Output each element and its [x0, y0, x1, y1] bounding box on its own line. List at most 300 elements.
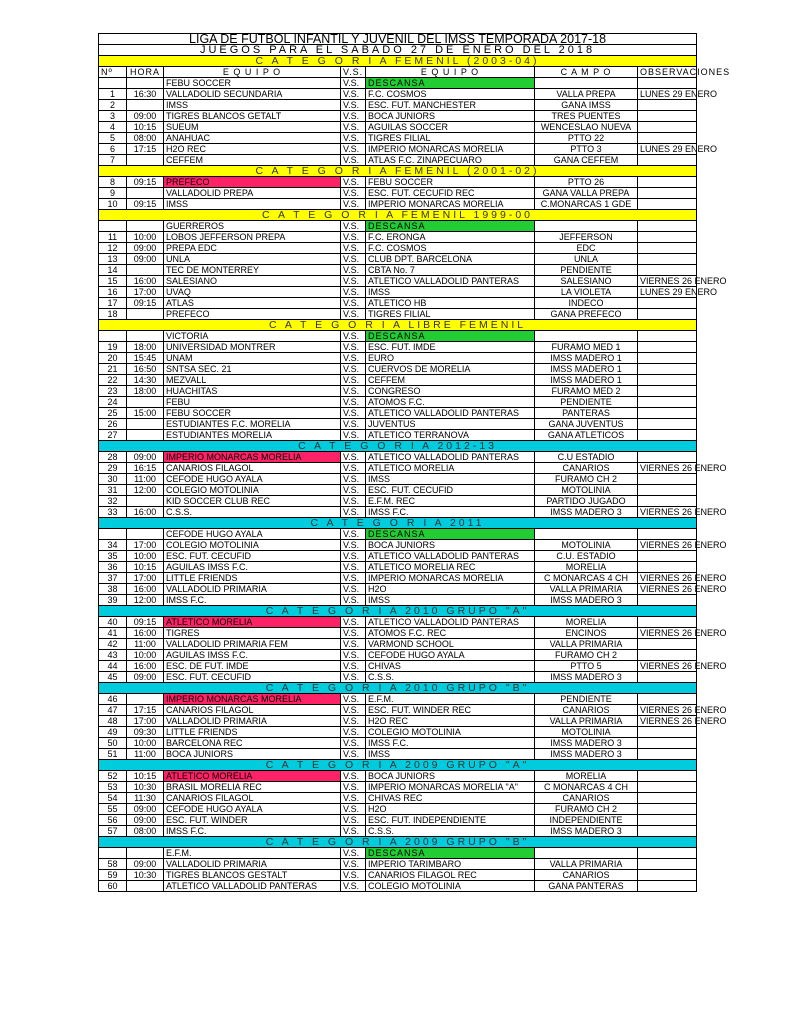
- category-title: C A T E G O R I A FEMENIL 1999-00: [99, 210, 697, 221]
- vs-label: V.S.: [341, 221, 366, 232]
- match-number: [99, 331, 127, 342]
- away-team: BOCA JUNIORS: [366, 111, 535, 122]
- field-name: PTTO 22: [535, 133, 638, 144]
- match-number: 33: [99, 507, 127, 518]
- away-team: CEFFEM: [366, 375, 535, 386]
- away-team: ESC. FUT. CECUFID REC: [366, 188, 535, 199]
- away-team: DESCANSA: [366, 848, 535, 859]
- vs-label: V.S.: [341, 540, 366, 551]
- observations: [638, 881, 697, 892]
- field-name: INDEPENDIENTE: [535, 815, 638, 826]
- vs-label: V.S.: [341, 727, 366, 738]
- field-name: PENDIENTE: [535, 265, 638, 276]
- match-time: [127, 155, 164, 166]
- col-equipo-local: E Q U I P O: [164, 67, 341, 78]
- match-number: 34: [99, 540, 127, 551]
- vs-label: V.S.: [341, 364, 366, 375]
- away-team: VARMOND SCHOOL: [366, 639, 535, 650]
- match-row: [99, 727, 697, 738]
- home-team: PREPA EDC: [164, 243, 341, 254]
- observations: [638, 474, 697, 485]
- vs-label: V.S.: [341, 584, 366, 595]
- match-number: 58: [99, 859, 127, 870]
- away-team: CANARIOS FILAGOL REC: [366, 870, 535, 881]
- match-time: [127, 221, 164, 232]
- match-time: 10:00: [127, 738, 164, 749]
- home-team: ESC. FUT. WINDER: [164, 815, 341, 826]
- field-name: TRES PUENTES: [535, 111, 638, 122]
- match-time: 10:00: [127, 551, 164, 562]
- match-row: [99, 199, 697, 210]
- vs-label: V.S.: [341, 122, 366, 133]
- away-team: IMPERIO MONARCAS MORELIA: [366, 144, 535, 155]
- match-row: [99, 397, 697, 408]
- away-team: E.F.M. REC: [366, 496, 535, 507]
- match-time: 09:15: [127, 177, 164, 188]
- match-row: [99, 738, 697, 749]
- home-team: FEBU SOCCER: [164, 408, 341, 419]
- observations: [638, 298, 697, 309]
- field-name: VALLA PRIMARIA: [535, 716, 638, 727]
- match-time: 10:15: [127, 122, 164, 133]
- field-name: IMSS MADERO 3: [535, 595, 638, 606]
- vs-label: V.S.: [341, 672, 366, 683]
- vs-label: V.S.: [341, 276, 366, 287]
- observations: LUNES 29 ENERO: [638, 287, 697, 298]
- field-name: LA VIOLETA: [535, 287, 638, 298]
- match-time: 16:00: [127, 507, 164, 518]
- away-team: ESC. FUT. WINDER REC: [366, 705, 535, 716]
- match-time: [127, 529, 164, 540]
- home-team: CANARIOS FILAGOL: [164, 463, 341, 474]
- category-title: C A T E G O R I A 2010 GRUPO "A": [99, 606, 697, 617]
- field-name: FURAMO MED 1: [535, 342, 638, 353]
- vs-label: V.S.: [341, 353, 366, 364]
- field-name: PTTO 26: [535, 177, 638, 188]
- home-team: AGUILAS IMSS F.C.: [164, 650, 341, 661]
- vs-label: V.S.: [341, 100, 366, 111]
- vs-label: V.S.: [341, 375, 366, 386]
- match-number: 40: [99, 617, 127, 628]
- vs-label: V.S.: [341, 650, 366, 661]
- observations: [638, 232, 697, 243]
- match-number: 51: [99, 749, 127, 760]
- match-number: 43: [99, 650, 127, 661]
- match-number: 5: [99, 133, 127, 144]
- observations: [638, 331, 697, 342]
- col-observaciones: OBSERVACIONES: [638, 67, 697, 78]
- match-number: 7: [99, 155, 127, 166]
- match-row: [99, 870, 697, 881]
- vs-label: V.S.: [341, 617, 366, 628]
- match-row: [99, 342, 697, 353]
- observations: [638, 650, 697, 661]
- field-name: ENCINOS: [535, 628, 638, 639]
- observations: [638, 100, 697, 111]
- field-name: CANARIOS: [535, 870, 638, 881]
- match-row: [99, 694, 697, 705]
- vs-label: V.S.: [341, 463, 366, 474]
- away-team: IMPERIO MONARCAS MORELIA "A": [366, 782, 535, 793]
- observations: [638, 221, 697, 232]
- match-time: 09:00: [127, 815, 164, 826]
- home-team: C.S.S.: [164, 507, 341, 518]
- observations: [638, 111, 697, 122]
- match-number: 3: [99, 111, 127, 122]
- match-number: 59: [99, 870, 127, 881]
- match-row: [99, 353, 697, 364]
- match-time: 14:30: [127, 375, 164, 386]
- home-team: LITTLE FRIENDS: [164, 727, 341, 738]
- field-name: INDECO: [535, 298, 638, 309]
- away-team: JUVENTUS: [366, 419, 535, 430]
- field-name: IMSS MADERO 3: [535, 507, 638, 518]
- observations: [638, 859, 697, 870]
- match-row: [99, 595, 697, 606]
- vs-label: V.S.: [341, 507, 366, 518]
- match-time: 12:00: [127, 595, 164, 606]
- home-team: GUERREROS: [164, 221, 341, 232]
- match-time: [127, 265, 164, 276]
- match-number: 21: [99, 364, 127, 375]
- match-number: [99, 848, 127, 859]
- field-name: EDC: [535, 243, 638, 254]
- away-team: ESC. FUT. IMDE: [366, 342, 535, 353]
- match-number: 29: [99, 463, 127, 474]
- away-team: ATLETICO TERRANOVA: [366, 430, 535, 441]
- match-row: [99, 716, 697, 727]
- match-number: 47: [99, 705, 127, 716]
- vs-label: V.S.: [341, 738, 366, 749]
- observations: [638, 617, 697, 628]
- away-team: C.S.S.: [366, 826, 535, 837]
- match-row: [99, 650, 697, 661]
- field-name: WENCESLAO NUEVA: [535, 122, 638, 133]
- match-number: 60: [99, 881, 127, 892]
- home-team: TIGRES BLANCOS GESTALT: [164, 870, 341, 881]
- away-team: ATLETICO VALLADOLID PANTERAS: [366, 551, 535, 562]
- category-header: [99, 837, 697, 848]
- vs-label: V.S.: [341, 155, 366, 166]
- match-number: 20: [99, 353, 127, 364]
- home-team: FEBU: [164, 397, 341, 408]
- observations: [638, 672, 697, 683]
- match-row: [99, 639, 697, 650]
- vs-label: V.S.: [341, 485, 366, 496]
- match-row: [99, 661, 697, 672]
- observations: LUNES 29 ENERO: [638, 144, 697, 155]
- match-row: [99, 859, 697, 870]
- match-time: 10:00: [127, 650, 164, 661]
- match-time: 09:00: [127, 672, 164, 683]
- category-header: [99, 606, 697, 617]
- field-name: MORELIA: [535, 562, 638, 573]
- away-team: CHIVAS: [366, 661, 535, 672]
- match-time: 10:30: [127, 870, 164, 881]
- away-team: ATLAS F.C. ZINAPECUARO: [366, 155, 535, 166]
- match-time: 16:00: [127, 628, 164, 639]
- home-team: IMPERIO MONARCAS MORELIA: [164, 694, 341, 705]
- field-name: CANARIOS: [535, 793, 638, 804]
- observations: VIERNES 26 ENERO: [638, 716, 697, 727]
- home-team: VICTORIA: [164, 331, 341, 342]
- match-number: 35: [99, 551, 127, 562]
- home-team: SUEUM: [164, 122, 341, 133]
- away-team: CONGRESO: [366, 386, 535, 397]
- home-team: VALLADOLID PREPA: [164, 188, 341, 199]
- match-row: [99, 287, 697, 298]
- match-number: 28: [99, 452, 127, 463]
- match-row: [99, 309, 697, 320]
- vs-label: V.S.: [341, 804, 366, 815]
- vs-label: V.S.: [341, 177, 366, 188]
- match-time: 12:00: [127, 485, 164, 496]
- home-team: TIGRES: [164, 628, 341, 639]
- home-team: ESC. FUT. CECUFID: [164, 672, 341, 683]
- field-name: CANARIOS: [535, 463, 638, 474]
- observations: [638, 639, 697, 650]
- away-team: ATLETICO VALLADOLID PANTERAS: [366, 408, 535, 419]
- field-name: VALLA PRIMARIA: [535, 584, 638, 595]
- match-number: 32: [99, 496, 127, 507]
- home-team: VALLADOLID PRIMARIA: [164, 859, 341, 870]
- match-time: 11:00: [127, 639, 164, 650]
- match-time: 09:15: [127, 199, 164, 210]
- match-number: 6: [99, 144, 127, 155]
- home-team: TEC DE MONTERREY: [164, 265, 341, 276]
- observations: [638, 452, 697, 463]
- away-team: IMSS: [366, 595, 535, 606]
- away-team: F.C. ERONGA: [366, 232, 535, 243]
- home-team: ATLAS: [164, 298, 341, 309]
- away-team: TIGRES FILIAL: [366, 309, 535, 320]
- home-team: ANAHUAC: [164, 133, 341, 144]
- observations: [638, 133, 697, 144]
- match-number: 54: [99, 793, 127, 804]
- match-time: 09:00: [127, 254, 164, 265]
- match-row: [99, 177, 697, 188]
- home-team: PREFECO: [164, 309, 341, 320]
- away-team: EURO: [366, 353, 535, 364]
- home-team: BOCA JUNIORS: [164, 749, 341, 760]
- home-team: BARCELONA REC: [164, 738, 341, 749]
- match-number: 14: [99, 265, 127, 276]
- observations: [638, 397, 697, 408]
- observations: [638, 188, 697, 199]
- home-team: HUACHITAS: [164, 386, 341, 397]
- match-row: [99, 617, 697, 628]
- match-time: 09:15: [127, 298, 164, 309]
- match-time: 10:15: [127, 562, 164, 573]
- observations: [638, 793, 697, 804]
- vs-label: V.S.: [341, 573, 366, 584]
- observations: [638, 771, 697, 782]
- match-time: 09:00: [127, 243, 164, 254]
- match-number: 42: [99, 639, 127, 650]
- home-team: CEFODE HUGO AYALA: [164, 529, 341, 540]
- match-row: [99, 771, 697, 782]
- vs-label: V.S.: [341, 881, 366, 892]
- away-team: IMSS: [366, 749, 535, 760]
- home-team: VALLADOLID PRIMARIA: [164, 716, 341, 727]
- away-team: COLEGIO MOTOLINIA: [366, 727, 535, 738]
- away-team: IMSS: [366, 474, 535, 485]
- observations: VIERNES 26 ENERO: [638, 628, 697, 639]
- vs-label: V.S.: [341, 848, 366, 859]
- match-number: 11: [99, 232, 127, 243]
- vs-label: V.S.: [341, 859, 366, 870]
- match-time: 15:45: [127, 353, 164, 364]
- observations: [638, 430, 697, 441]
- col-equipo-visitante: E Q U I P O: [366, 67, 535, 78]
- vs-label: V.S.: [341, 232, 366, 243]
- match-time: 09:30: [127, 727, 164, 738]
- vs-label: V.S.: [341, 111, 366, 122]
- observations: [638, 826, 697, 837]
- match-number: 1: [99, 89, 127, 100]
- match-row: [99, 474, 697, 485]
- field-name: C.U ESTADIO: [535, 452, 638, 463]
- home-team: ATLETICO VALLADOLID PANTERAS: [164, 881, 341, 892]
- match-number: 12: [99, 243, 127, 254]
- category-header: [99, 441, 697, 452]
- match-number: 46: [99, 694, 127, 705]
- field-name: VALLA PRIMARIA: [535, 639, 638, 650]
- match-row: [99, 507, 697, 518]
- match-number: 41: [99, 628, 127, 639]
- away-team: BOCA JUNIORS: [366, 540, 535, 551]
- home-team: UVAQ: [164, 287, 341, 298]
- vs-label: V.S.: [341, 386, 366, 397]
- match-time: 09:15: [127, 617, 164, 628]
- match-time: 09:00: [127, 859, 164, 870]
- match-time: 09:00: [127, 804, 164, 815]
- match-number: 56: [99, 815, 127, 826]
- away-team: DESCANSA: [366, 331, 535, 342]
- observations: LUNES 29 ENERO: [638, 89, 697, 100]
- match-number: 38: [99, 584, 127, 595]
- match-number: 19: [99, 342, 127, 353]
- match-row: [99, 485, 697, 496]
- home-team: AGUILAS IMSS F.C.: [164, 562, 341, 573]
- observations: [638, 485, 697, 496]
- field-name: FURAMO CH 2: [535, 474, 638, 485]
- observations: VIERNES 26 ENERO: [638, 661, 697, 672]
- match-number: 22: [99, 375, 127, 386]
- match-time: 17:00: [127, 716, 164, 727]
- away-team: IMSS F.C.: [366, 507, 535, 518]
- category-title: C A T E G O R I A 2012-13: [99, 441, 697, 452]
- home-team: IMSS: [164, 100, 341, 111]
- match-number: 10: [99, 199, 127, 210]
- field-name: IMSS MADERO 3: [535, 826, 638, 837]
- match-row: [99, 881, 697, 892]
- observations: [638, 243, 697, 254]
- away-team: ATLETICO VALLADOLID PANTERAS: [366, 452, 535, 463]
- vs-label: V.S.: [341, 771, 366, 782]
- home-team: TIGRES BLANCOS GETALT: [164, 111, 341, 122]
- field-name: [535, 331, 638, 342]
- field-name: CANARIOS: [535, 705, 638, 716]
- home-team: E.F.M.: [164, 848, 341, 859]
- away-team: CLUB DPT. BARCELONA: [366, 254, 535, 265]
- column-header-row: [99, 67, 697, 78]
- away-team: IMPERIO MONARCAS MORELIA: [366, 199, 535, 210]
- home-team: PREFECO: [164, 177, 341, 188]
- vs-label: V.S.: [341, 661, 366, 672]
- match-row: [99, 232, 697, 243]
- home-team: KID SOCCER CLUB REC: [164, 496, 341, 507]
- field-name: GANA JUVENTUS: [535, 419, 638, 430]
- match-time: 16:00: [127, 276, 164, 287]
- match-number: 31: [99, 485, 127, 496]
- observations: [638, 78, 697, 89]
- away-team: H2O: [366, 804, 535, 815]
- match-row: [99, 804, 697, 815]
- field-name: MOTOLINIA: [535, 485, 638, 496]
- away-team: C.S.S.: [366, 672, 535, 683]
- observations: VIERNES 26 ENERO: [638, 463, 697, 474]
- field-name: FURAMO CH 2: [535, 650, 638, 661]
- away-team: CUERVOS DE MORELIA: [366, 364, 535, 375]
- match-row: [99, 298, 697, 309]
- match-time: [127, 881, 164, 892]
- match-row: [99, 243, 697, 254]
- col-vs: V.S.: [341, 67, 366, 78]
- match-row: [99, 133, 697, 144]
- match-number: [99, 78, 127, 89]
- match-row: [99, 221, 697, 232]
- home-team: COLEGIO MOTOLINIA: [164, 485, 341, 496]
- field-name: C MONARCAS 4 CH: [535, 782, 638, 793]
- observations: VIERNES 26 ENERO: [638, 276, 697, 287]
- category-header: [99, 518, 697, 529]
- match-time: 16:00: [127, 661, 164, 672]
- away-team: F.C. COSMOS: [366, 89, 535, 100]
- match-number: [99, 221, 127, 232]
- observations: [638, 782, 697, 793]
- home-team: VALLADOLID PRIMARIA FEM: [164, 639, 341, 650]
- match-number: 48: [99, 716, 127, 727]
- match-row: [99, 89, 697, 100]
- away-team: CBTA No. 7: [366, 265, 535, 276]
- field-name: UNLA: [535, 254, 638, 265]
- away-team: IMPERIO MONARCAS MORELIA: [366, 573, 535, 584]
- match-number: 52: [99, 771, 127, 782]
- match-row: [99, 672, 697, 683]
- vs-label: V.S.: [341, 496, 366, 507]
- vs-label: V.S.: [341, 870, 366, 881]
- match-row: [99, 430, 697, 441]
- category-header: [99, 56, 697, 67]
- home-team: UNAM: [164, 353, 341, 364]
- field-name: IMSS MADERO 1: [535, 364, 638, 375]
- home-team: ATLETICO MORELIA: [164, 771, 341, 782]
- match-number: 13: [99, 254, 127, 265]
- away-team: ESC. FUT. CECUFID: [366, 485, 535, 496]
- home-team: CEFFEM: [164, 155, 341, 166]
- match-row: [99, 122, 697, 133]
- vs-label: V.S.: [341, 254, 366, 265]
- away-team: FEBU SOCCER: [366, 177, 535, 188]
- match-time: 09:00: [127, 452, 164, 463]
- home-team: LOBOS JEFFERSON PREPA: [164, 232, 341, 243]
- observations: [638, 562, 697, 573]
- match-row: [99, 628, 697, 639]
- match-time: 17:00: [127, 540, 164, 551]
- match-row: [99, 78, 697, 89]
- match-row: [99, 386, 697, 397]
